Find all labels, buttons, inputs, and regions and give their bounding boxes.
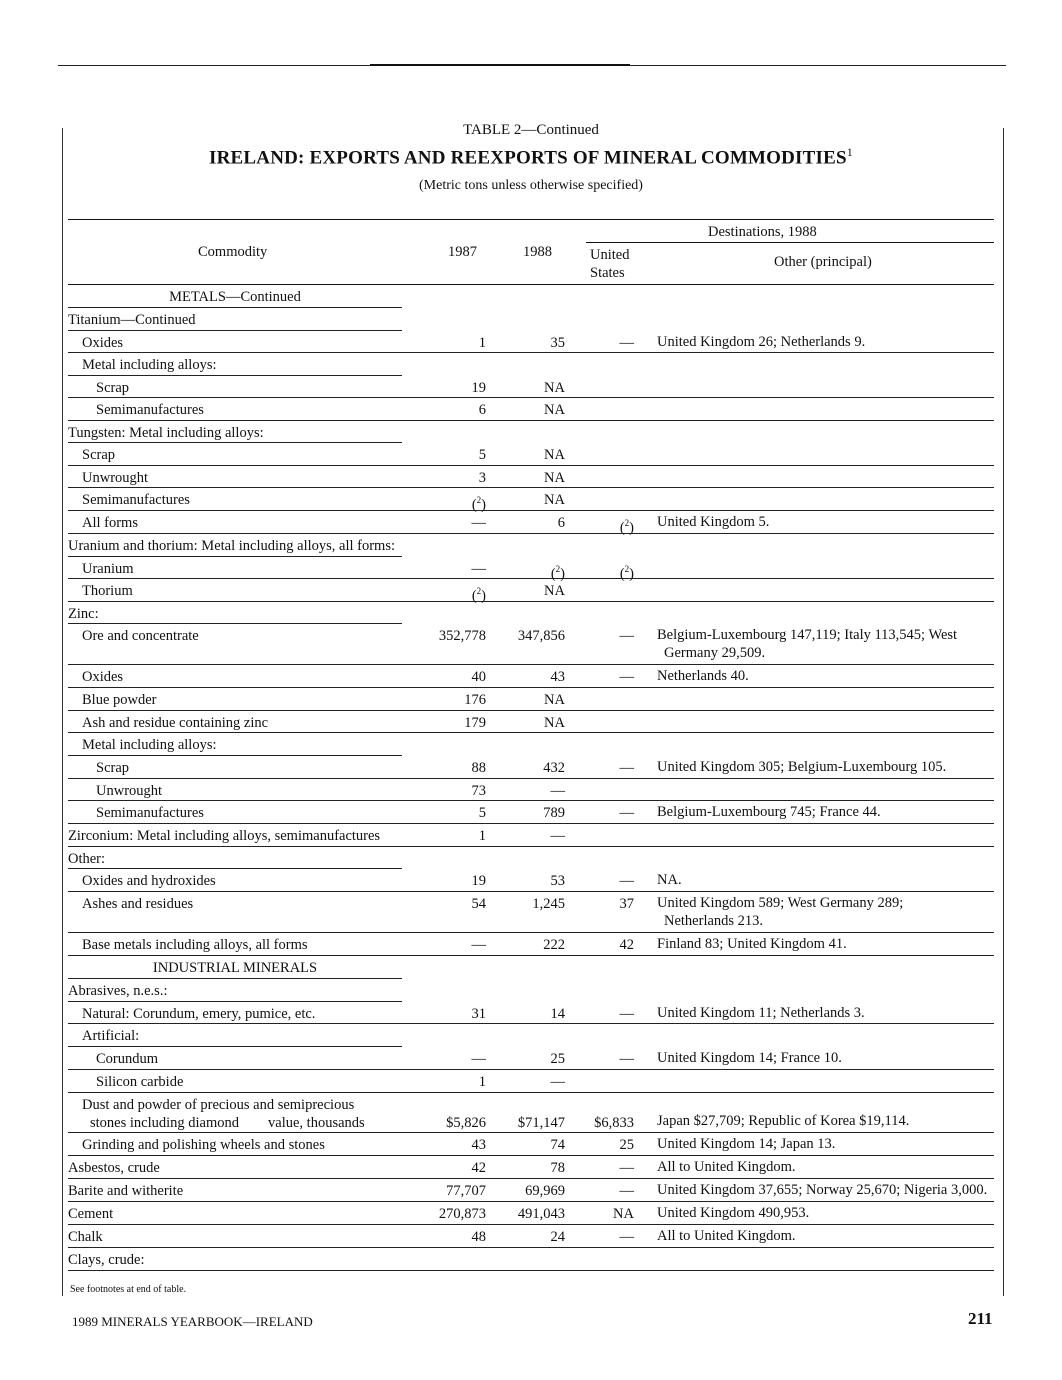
value-1987: —: [471, 937, 486, 953]
destination-other-text: Japan $27,709; Republic of Korea $19,114.: [657, 1113, 910, 1129]
value-1987: —: [471, 515, 486, 531]
destination-other-text: United Kingdom 490,953.: [657, 1205, 810, 1221]
value-1988: NA: [544, 470, 565, 486]
commodity-label: Thorium: [82, 583, 133, 599]
header-destinations-rule: [586, 242, 994, 243]
commodity-label: Silicon carbide: [96, 1074, 184, 1090]
right-margin-bar: [1003, 128, 1004, 1296]
commodity-label: Scrap: [96, 760, 130, 776]
value-1988: 25: [550, 1051, 565, 1067]
header-united-states: [590, 246, 629, 282]
commodity-label: Oxides: [82, 335, 124, 351]
value-1987: 1: [478, 1074, 486, 1090]
value-united-states: —: [619, 1006, 634, 1022]
commodity-label: Titanium—Continued: [68, 312, 196, 328]
commodity-label: Tungsten: Metal including alloys:: [68, 425, 264, 441]
table-row: [68, 1093, 994, 1133]
commodity-cell: [68, 401, 430, 419]
title-footnote-marker: 1: [846, 145, 853, 159]
commodity-label: Semimanufactures: [82, 492, 190, 508]
value-united-states: ($^2$): [619, 518, 634, 536]
value-1987: 1: [478, 828, 486, 844]
value-united-states: 25: [619, 1137, 634, 1153]
commodity-table: [68, 219, 994, 1271]
table-row: [68, 956, 994, 979]
commodity-cell: [68, 1251, 402, 1269]
commodity-cell: [68, 982, 402, 1000]
value-1988: —: [550, 783, 565, 799]
commodity-label: Unwrought: [82, 470, 149, 486]
value-1987: $5,826: [446, 1115, 486, 1131]
commodity-label: Scrap: [96, 380, 130, 396]
commodity-label: Oxides: [82, 669, 124, 685]
commodity-cell: [68, 782, 430, 800]
commodity-label: INDUSTRIAL MINERALS: [152, 960, 318, 976]
commodity-label: Clays, crude:: [68, 1252, 145, 1268]
value-1987: 40: [471, 669, 486, 685]
commodity-cell: [68, 469, 416, 487]
header-1988: 1988: [523, 244, 552, 260]
destination-other: [657, 333, 994, 351]
commodity-cell: [68, 872, 416, 890]
destination-other-text: NA.: [657, 872, 682, 888]
destination-other: [657, 894, 994, 930]
footnote-note: See footnotes at end of table.: [70, 1284, 187, 1295]
value-1987: —: [471, 561, 486, 577]
destination-other: [657, 871, 994, 889]
commodity-cell: [68, 804, 430, 822]
table-row: [68, 1133, 994, 1156]
destination-other: [657, 626, 994, 662]
commodity-cell: [68, 668, 416, 686]
table-body: [68, 285, 994, 1271]
table-label: TABLE 2—Continued: [463, 122, 599, 138]
value-1988: 432: [543, 760, 565, 776]
value-united-states: ($^2$): [619, 564, 634, 582]
commodity-label: Artificial:: [82, 1028, 140, 1044]
commodity-label: All forms: [82, 515, 138, 531]
commodity-label: Ashes and residues: [82, 896, 194, 912]
table-row: [68, 579, 994, 602]
destination-other-text: United Kingdom 37,655; Norway 25,670; Nigeria 3,000.: [657, 1182, 988, 1198]
commodity-label: Uranium: [82, 561, 134, 577]
value-1988: ($^2$): [550, 564, 565, 582]
header-destinations: Destinations, 1988: [708, 224, 817, 240]
value-united-states: 37: [619, 896, 634, 912]
table-row: [68, 353, 994, 376]
commodity-label: Zirconium: Metal including alloys, semimanufactures: [68, 828, 381, 844]
value-united-states: NA: [613, 1206, 634, 1222]
table-row: [68, 308, 994, 331]
destination-other: [657, 1049, 994, 1067]
commodity-cell: [68, 1205, 402, 1223]
commodity-cell: [68, 827, 402, 845]
value-1988: 789: [543, 805, 565, 821]
table-row: [68, 557, 994, 582]
value-1987: 6: [478, 402, 486, 418]
table-row: [68, 756, 994, 779]
table-row: [68, 331, 994, 353]
header-commodity: Commodity: [198, 244, 268, 260]
commodity-cell: [68, 1182, 402, 1200]
destination-other-text: Belgium-Luxembourg 147,119; Italy 113,545; West: [657, 627, 958, 643]
commodity-label: Ash and residue containing zinc: [82, 715, 269, 731]
destination-other: [657, 1004, 994, 1022]
value-1988: 222: [543, 937, 565, 953]
destination-other: [657, 1181, 994, 1199]
destination-other-text: United Kingdom 589; West Germany 289;: [657, 895, 904, 911]
commodity-cell: [68, 537, 402, 555]
table-row: [68, 511, 994, 534]
commodity-label: Other:: [68, 851, 106, 867]
commodity-cell: [68, 424, 402, 442]
destination-other-text: All to United Kingdom.: [657, 1159, 796, 1175]
value-1987: 270,873: [438, 1206, 486, 1222]
value-1988: 491,043: [517, 1206, 565, 1222]
value-united-states: $6,833: [594, 1115, 634, 1131]
destination-other-text: Belgium-Luxembourg 745; France 44.: [657, 804, 881, 820]
table-row: [68, 933, 994, 956]
commodity-cell: [68, 560, 416, 578]
value-1988: 24: [550, 1229, 565, 1245]
value-united-states: 42: [619, 937, 634, 953]
value-united-states: —: [619, 1051, 634, 1067]
destination-other-continued: Netherlands 213.: [664, 913, 764, 929]
commodity-label: Abrasives, n.e.s.:: [68, 983, 168, 999]
destination-other-text: United Kingdom 305; Belgium-Luxembourg 105.: [657, 759, 947, 775]
value-1987: 73: [471, 783, 486, 799]
header-other-principal: Other (principal): [774, 254, 872, 270]
table-row: [68, 488, 994, 511]
commodity-cell: [68, 605, 402, 623]
commodity-label-continued: stones including diamond value, thousands: [90, 1115, 365, 1131]
commodity-cell: [68, 936, 416, 954]
value-1987: 19: [471, 873, 486, 889]
destination-other: [657, 1112, 994, 1130]
commodity-label: Zinc:: [68, 606, 99, 622]
commodity-label: Scrap: [82, 447, 116, 463]
table-row: [68, 1202, 994, 1225]
value-1988: NA: [544, 583, 565, 599]
table-row: [68, 443, 994, 466]
value-1988: 6: [557, 515, 565, 531]
value-1987: 352,778: [438, 628, 486, 644]
value-1987: 3: [478, 470, 486, 486]
value-1988: —: [550, 828, 565, 844]
commodity-label: Metal including alloys:: [82, 357, 217, 373]
value-1988: NA: [544, 692, 565, 708]
commodity-label: Semimanufactures: [96, 805, 204, 821]
commodity-cell: [68, 379, 430, 397]
value-1988: 43: [550, 669, 565, 685]
destination-other: [657, 667, 994, 685]
commodity-cell: [68, 446, 416, 464]
destination-other: [657, 1227, 994, 1245]
value-1988: NA: [544, 492, 565, 508]
commodity-cell: [68, 736, 416, 754]
table-row: [68, 285, 994, 308]
commodity-cell: [68, 334, 416, 352]
commodity-label: Grinding and polishing wheels and stones: [82, 1137, 325, 1153]
destination-other-text: All to United Kingdom.: [657, 1228, 796, 1244]
commodity-label: Metal including alloys:: [82, 737, 217, 753]
destination-other-continued: Germany 29,509.: [664, 645, 766, 661]
header-us-line1: United: [590, 247, 630, 263]
commodity-cell: [68, 1027, 416, 1045]
commodity-cell: [68, 1050, 430, 1068]
commodity-cell: [68, 959, 402, 977]
destination-other: [657, 803, 994, 821]
destination-other: [657, 1135, 994, 1153]
table-row: [68, 869, 994, 892]
value-1988: NA: [544, 380, 565, 396]
value-united-states: —: [619, 628, 634, 644]
table-row: [68, 688, 994, 711]
table-row: [68, 1225, 994, 1248]
destination-other: [657, 935, 994, 953]
commodity-cell: [68, 1096, 416, 1132]
commodity-label: Chalk: [68, 1229, 103, 1245]
commodity-label: Base metals including alloys, all forms: [82, 937, 308, 953]
commodity-cell: [68, 691, 416, 709]
commodity-cell: [68, 1136, 416, 1154]
header-1987: 1987: [448, 244, 477, 260]
value-1988: NA: [544, 447, 565, 463]
table-row: [68, 711, 994, 733]
value-united-states: —: [619, 1229, 634, 1245]
commodity-cell: [68, 311, 402, 329]
value-1987: —: [471, 1051, 486, 1067]
commodity-cell: [68, 356, 416, 374]
commodity-label: Oxides and hydroxides: [82, 873, 216, 889]
table-title-text: IRELAND: EXPORTS AND REEXPORTS OF MINERAL COMMODITIES: [209, 147, 847, 169]
value-1987: 88: [471, 760, 486, 776]
commodity-label: Asbestos, crude: [68, 1160, 160, 1176]
value-united-states: —: [619, 873, 634, 889]
table-header: [68, 219, 994, 285]
table-row: [68, 779, 994, 801]
value-1987: 54: [471, 896, 486, 912]
destination-other: [657, 758, 994, 776]
commodity-label: Cement: [68, 1206, 114, 1222]
table-row: [68, 979, 994, 1002]
value-united-states: —: [619, 1160, 634, 1176]
destination-other: [657, 513, 994, 531]
table-row: [68, 1047, 994, 1070]
commodity-cell: [68, 288, 402, 306]
value-1988: 1,245: [532, 896, 565, 912]
table-row: [68, 376, 994, 398]
commodity-cell: [68, 627, 416, 645]
value-1987: 5: [478, 447, 486, 463]
commodity-cell: [68, 1159, 402, 1177]
value-1987: ($^2$): [471, 495, 486, 513]
table-row: [68, 1070, 994, 1093]
value-united-states: —: [619, 335, 634, 351]
value-1987: 1: [478, 335, 486, 351]
commodity-cell: [68, 491, 416, 509]
table-row: [68, 1002, 994, 1024]
commodity-label: Ore and concentrate: [82, 628, 199, 644]
commodity-label: Semimanufactures: [96, 402, 204, 418]
value-1987: 43: [471, 1137, 486, 1153]
value-1988: 14: [550, 1006, 565, 1022]
table-row: [68, 602, 994, 624]
destination-other: [657, 1204, 994, 1222]
value-1987: ($^2$): [471, 586, 486, 604]
value-1988: 74: [550, 1137, 565, 1153]
commodity-cell: [68, 759, 430, 777]
left-margin-bar: [62, 128, 63, 1296]
value-1988: 35: [550, 335, 565, 351]
commodity-label: Natural: Corundum, emery, pumice, etc.: [82, 1006, 316, 1022]
commodity-cell: [68, 514, 416, 532]
value-1987: 176: [464, 692, 486, 708]
commodity-cell: [68, 850, 402, 868]
top-rule-accent: [370, 64, 630, 66]
commodity-label: METALS—Continued: [169, 289, 301, 305]
table-row: [68, 624, 994, 665]
table-row: [68, 1248, 994, 1271]
page-number: 211: [968, 1309, 993, 1328]
destination-other-text: United Kingdom 11; Netherlands 3.: [657, 1005, 865, 1021]
commodity-cell: [68, 895, 416, 913]
table-row: [68, 466, 994, 488]
value-1988: NA: [544, 715, 565, 731]
commodity-cell: [68, 714, 416, 732]
destination-other-text: United Kingdom 14; France 10.: [657, 1050, 842, 1066]
value-1988: $71,147: [517, 1115, 565, 1131]
table-row: [68, 421, 994, 443]
commodity-cell: [68, 582, 416, 600]
value-1987: 42: [471, 1160, 486, 1176]
value-1988: 78: [550, 1160, 565, 1176]
commodity-cell: [68, 1005, 416, 1023]
destination-other-text: United Kingdom 5.: [657, 514, 770, 530]
value-united-states: —: [619, 1183, 634, 1199]
destination-other-text: United Kingdom 14; Japan 13.: [657, 1136, 836, 1152]
destination-other-text: Netherlands 40.: [657, 668, 749, 684]
commodity-cell: [68, 1073, 430, 1091]
header-us-line2: States: [590, 265, 625, 281]
commodity-cell: [68, 1228, 402, 1246]
destination-other-text: United Kingdom 26; Netherlands 9.: [657, 334, 866, 350]
table-row: [68, 1179, 994, 1202]
value-united-states: —: [619, 805, 634, 821]
value-1988: 347,856: [517, 628, 565, 644]
table-row: [68, 824, 994, 847]
destination-other: [657, 1158, 994, 1176]
value-1987: 31: [471, 1006, 486, 1022]
footer-publication: 1989 MINERALS YEARBOOK—IRELAND: [72, 1314, 313, 1329]
value-1988: NA: [544, 402, 565, 418]
commodity-label: Blue powder: [82, 692, 157, 708]
value-1987: 5: [478, 805, 486, 821]
commodity-label: Uranium and thorium: Metal including alloys, all forms:: [68, 538, 396, 554]
table-title: [0, 145, 1062, 169]
table-row: [68, 534, 994, 557]
table-row: [68, 892, 994, 933]
destination-other-text: Finland 83; United Kingdom 41.: [657, 936, 847, 952]
value-1987: 179: [464, 715, 486, 731]
commodity-label: Unwrought: [96, 783, 163, 799]
table-row: [68, 1156, 994, 1179]
value-1988: —: [550, 1074, 565, 1090]
table-row: [68, 1024, 994, 1047]
row-rule: [68, 1270, 994, 1271]
value-united-states: —: [619, 760, 634, 776]
table-row: [68, 398, 994, 421]
commodity-label: Dust and powder of precious and semiprecious: [82, 1097, 355, 1113]
value-1987: 77,707: [446, 1183, 486, 1199]
value-1987: 48: [471, 1229, 486, 1245]
table-row: [68, 733, 994, 756]
table-row: [68, 801, 994, 824]
table-row: [68, 665, 994, 688]
table-row: [68, 847, 994, 869]
value-1988: 53: [550, 873, 565, 889]
value-united-states: —: [619, 669, 634, 685]
commodity-label: Barite and witherite: [68, 1183, 184, 1199]
value-1988: 69,969: [525, 1183, 565, 1199]
table-subtitle: (Metric tons unless otherwise specified): [419, 178, 643, 193]
value-1987: 19: [471, 380, 486, 396]
commodity-label: Corundum: [96, 1051, 159, 1067]
